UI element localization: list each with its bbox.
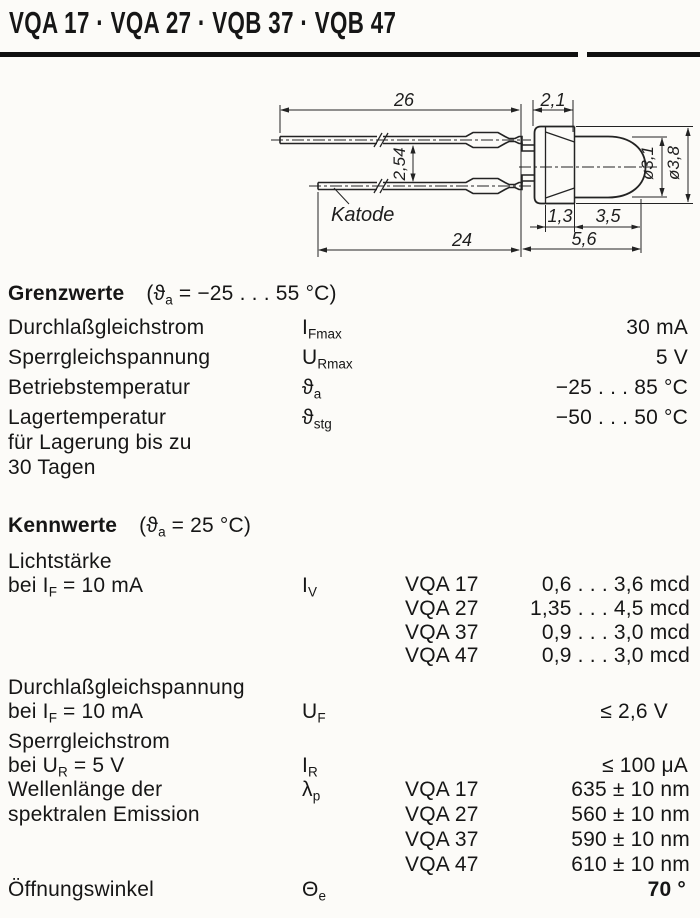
symbol-sub: a: [313, 386, 322, 402]
device-name: VQA 17: [405, 573, 479, 596]
row-value: −50 . . . 50 °C: [555, 406, 688, 429]
dim-dome-len-label: 3,5: [595, 206, 621, 226]
symbol-sub: Rmax: [317, 356, 353, 372]
row-label-line3: 30 Tagen: [8, 456, 96, 479]
row-symbol: [302, 347, 353, 376]
device-name: VQA 47: [405, 644, 479, 667]
device-value: 1,35 . . . 4,5 mcd: [529, 597, 690, 620]
row-label: Sperrgleichspannung: [8, 346, 211, 369]
label-pre: bei U: [8, 754, 59, 777]
centerlines: [271, 140, 658, 186]
row-label: Lichtstärke: [8, 550, 112, 573]
row-value: ≤ 100 μA: [602, 754, 688, 777]
symbol-main: Θ: [302, 878, 319, 901]
row-symbol: [302, 575, 317, 604]
dim-lead-bottom-label: 24: [451, 230, 473, 250]
symbol-main: ϑ: [302, 406, 314, 429]
symbol-main: U: [302, 700, 318, 723]
device-name: VQA 47: [405, 853, 479, 876]
label-sub: F: [48, 584, 57, 600]
symbol-sub: R: [308, 764, 318, 780]
row-value: 5 V: [655, 346, 688, 369]
cathode-label: Katode: [331, 204, 395, 226]
row-symbol: [302, 701, 326, 730]
dimension-arrows: [280, 107, 691, 252]
row-label-line2: spektralen Emission: [8, 803, 200, 826]
row-label: Öffnungswinkel: [8, 878, 154, 901]
symbol-sub: p: [312, 788, 321, 804]
led-dimension-drawing: [0, 0, 700, 275]
dim-body-len-label: 5,6: [571, 229, 597, 249]
row-value: ≤ 2,6 V: [600, 700, 668, 723]
device-value: 590 ± 10 nm: [571, 828, 690, 851]
dim-flange-dia-label: ø3,8: [664, 145, 683, 181]
led-body: [535, 127, 646, 204]
dim-lead-pitch-label: 2,54: [390, 147, 409, 181]
row-symbol: [302, 407, 332, 436]
row-value: −25 . . . 85 °C: [555, 376, 688, 399]
row-label-line2: für Lagerung bis zu: [8, 431, 192, 454]
symbol-main: U: [302, 346, 318, 369]
row-value: 30 mA: [626, 316, 688, 339]
label-sub: F: [48, 710, 57, 726]
symbol-main: I: [302, 574, 309, 597]
condition-sub: a: [158, 524, 166, 540]
device-value: 635 ± 10 nm: [571, 778, 690, 801]
device-value: 0,9 . . . 3,0 mcd: [541, 621, 690, 644]
condition-sub: a: [165, 292, 173, 308]
dim-body-width-label: 2,1: [540, 90, 566, 110]
dim-flange-len-label: 1,3: [547, 206, 573, 226]
label-pre: bei I: [8, 574, 49, 597]
row-label-line2: [8, 575, 143, 604]
row-symbol: [302, 317, 342, 346]
dim-lead-top-label: 26: [393, 90, 415, 110]
symbol-main: I: [302, 316, 309, 339]
label-post: = 5 V: [67, 754, 125, 777]
label-post: = 10 mA: [56, 574, 144, 597]
label-sub: R: [58, 764, 68, 780]
row-symbol: [302, 879, 326, 908]
device-name: VQA 27: [405, 803, 479, 826]
lead-break-marks: [374, 133, 388, 193]
symbol-sub: V: [308, 584, 318, 600]
symbol-sub: Fmax: [308, 326, 342, 342]
grenzwerte-condition: [146, 282, 337, 308]
device-value: 0,6 . . . 3,6 mcd: [541, 573, 690, 596]
dim-dome-dia-label: ø3,1: [638, 145, 657, 181]
page-title: VQA 17 · VQA 27 · VQB 37 · VQB 47: [9, 5, 397, 40]
symbol-main: ϑ: [302, 376, 314, 399]
row-value: 70 °: [647, 878, 686, 901]
device-name: VQA 37: [405, 828, 479, 851]
device-name: VQA 37: [405, 621, 479, 644]
symbol-main: λ: [302, 778, 313, 801]
row-label: Durchlaßgleichstrom: [8, 316, 205, 339]
device-value: 610 ± 10 nm: [571, 853, 690, 876]
row-label: Lagertemperatur: [8, 406, 167, 429]
symbol-main: I: [302, 754, 309, 777]
symbol-sub: F: [317, 710, 326, 726]
cathode-lead: [318, 175, 535, 194]
label-pre: bei I: [8, 700, 49, 723]
condition-pre: (ϑ: [139, 514, 159, 537]
grenzwerte-heading-line: [8, 283, 337, 312]
condition-post: = 25 °C): [165, 514, 252, 537]
symbol-sub: e: [318, 888, 327, 904]
row-label: Wellenlänge der: [8, 778, 163, 801]
device-value: 0,9 . . . 3,0 mcd: [541, 644, 690, 667]
row-symbol: [302, 377, 321, 406]
row-label: Betriebstemperatur: [8, 376, 191, 399]
row-label: Durchlaßgleichspannung: [8, 676, 245, 699]
condition-post: = −25 . . . 55 °C): [172, 282, 337, 305]
condition-pre: (ϑ: [146, 282, 166, 305]
kennwerte-heading: Kennwerte: [8, 514, 118, 537]
row-symbol: [302, 779, 320, 808]
dimension-lines: [281, 110, 688, 250]
kennwerte-heading-line: [8, 515, 251, 544]
label-post: = 10 mA: [56, 700, 144, 723]
kennwerte-condition: [139, 514, 252, 540]
device-name: VQA 27: [405, 597, 479, 620]
symbol-sub: stg: [313, 416, 332, 432]
device-value: 560 ± 10 nm: [571, 803, 690, 826]
device-name: VQA 17: [405, 778, 479, 801]
row-label: Sperrgleichstrom: [8, 730, 170, 753]
row-label-line2: [8, 701, 143, 730]
grenzwerte-heading: Grenzwerte: [8, 282, 125, 305]
